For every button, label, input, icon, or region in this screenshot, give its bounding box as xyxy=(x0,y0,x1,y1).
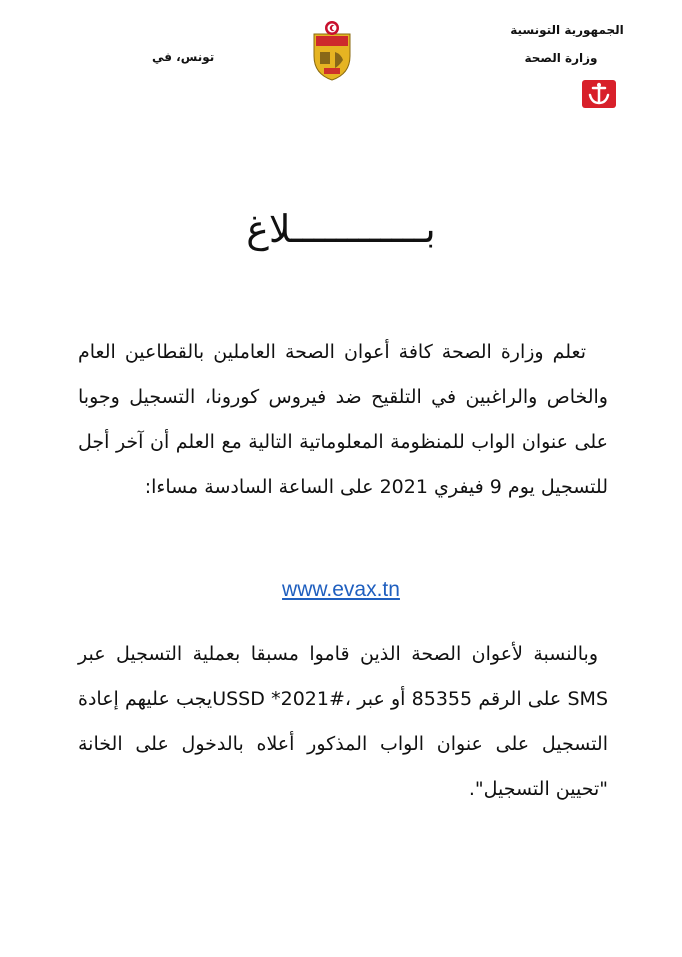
paragraph-1-text: تعلم وزارة الصحة كافة أعوان الصحة العاملين بالقطاعين العام والخاص والراغبين في التلقيح ضد فيروس كورونا، التسجيل وجوبا على عنوان الواب للمنظومة المعلوماتية التالية مع العلم أن آخر أجل للتسجيل يوم 9 فيفري 2021 على الساعة السادسة مساءا: xyxy=(78,341,608,498)
link-container xyxy=(0,578,682,602)
announcement-title: بــــــــــــلاغ xyxy=(246,207,436,251)
place-date-line: تونس، في xyxy=(152,50,215,64)
paragraph-2-text: وبالنسبة لأعوان الصحة الذين قاموا مسبقا بعملية التسجيل عبر SMS على الرقم 85355 أو عبر ،#2021* USSDيجب عليهم إعادة التسجيل على عنوان الواب المذكور أعلاه بالدخول على الخانة "تحيين التسجيل". xyxy=(78,643,608,800)
paragraph-registration-notice xyxy=(78,330,608,510)
header-issuer xyxy=(492,20,642,68)
ministry-logo-icon xyxy=(582,80,616,108)
coat-of-arms-icon xyxy=(310,20,354,82)
republic-name: الجمهورية التونسية xyxy=(510,23,624,37)
ministry-name: وزارة الصحة xyxy=(524,51,598,65)
evax-link[interactable]: www.evax.tn xyxy=(282,578,400,601)
paragraph-previous-registrations xyxy=(78,632,608,812)
